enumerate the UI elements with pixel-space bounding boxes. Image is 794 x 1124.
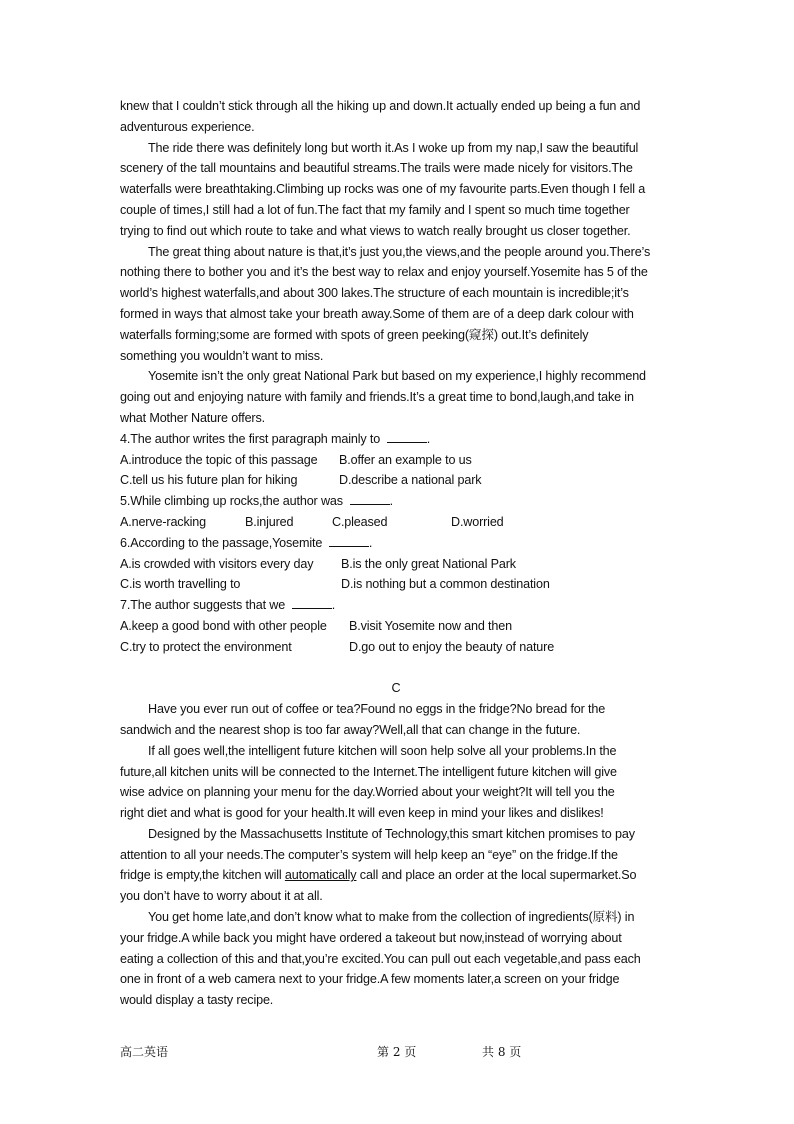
question-stem-text: 4.The author writes the first paragraph mainly to [120,431,381,446]
passage-line: you don’t have to worry about it at all. [120,889,323,904]
question-stem: 7.The author suggests that we . [120,598,336,613]
option-row [120,470,672,491]
answer-blank [350,493,390,505]
passage-c-text [120,699,672,1011]
passage-line: going out and enjoying nature with family and friends.It’s a great time to bond,laugh,and take in [120,390,634,405]
answer-option[interactable]: C.try to protect the environment [120,639,292,654]
answer-option[interactable]: A.keep a good bond with other people [120,618,327,633]
passage-line: attention to all your needs.The computer’s system will help keep an “eye” on the fridge.If the [120,847,618,862]
question-stem-text: 7.The author suggests that we [120,598,286,613]
answer-blank [329,535,369,547]
footer-page-number: 第 2 页 [377,1045,417,1059]
answer-option[interactable]: B.injured [245,514,294,529]
option-row [120,450,672,471]
option-row [120,512,672,533]
passage-line: nothing there to bother you and it’s the best way to relax and enjoy yourself.Yosemite has 5 of the [120,265,648,280]
passage-line: sandwich and the nearest shop is too far away?Well,all that can change in the future. [120,722,581,737]
section-c-heading: C [391,681,401,696]
passage-line: waterfalls were breathtaking.Climbing up rocks was one of my favourite parts.Even though I fell a [120,182,646,197]
passage-line: The ride there was definitely long but worth it.As I woke up from my nap,I saw the beautiful [148,140,639,155]
question-stem-text: 6.According to the passage,Yosemite [120,535,323,550]
passage-line: couple of times,I still had a lot of fun.The fact that my family and I spent so much time together [120,202,630,217]
passage-line: future,all kitchen units will be connected to the Internet.The intelligent future kitchen will give [120,764,617,779]
answer-option[interactable]: A.is crowded with visitors every day [120,556,314,571]
passage-line: world’s highest waterfalls,and about 300 lakes.The structure of each mountain is incredible;it’s [120,286,629,301]
passage-line: what Mother Nature offers. [120,410,265,425]
passage-line: formed in ways that almost take your breath away.Some of them are of a deep dark colour with [120,306,634,321]
footer-subject: 高二英语 [120,1045,169,1059]
passage-line: You get home late,and don’t know what to make from the collection of ingredients(原料) in [148,910,635,925]
exam-page [120,96,672,1011]
answer-blank [387,431,427,443]
passage-line: knew that I couldn’t stick through all the hiking up and down.It actually ended up being a fun and [120,99,641,113]
answer-option[interactable]: B.offer an example to us [339,452,472,467]
question-list [120,429,672,658]
answer-option[interactable]: A.introduce the topic of this passage [120,452,318,467]
answer-option[interactable]: D.describe a national park [339,473,482,488]
option-row [120,574,672,595]
passage-line: Yosemite isn’t the only great National Park but based on my experience,I highly recommend [148,369,646,384]
question-stem-text: 5.While climbing up rocks,the author was [120,494,343,509]
answer-option[interactable]: B.visit Yosemite now and then [349,618,512,633]
underlined-word: automatically [284,868,357,883]
answer-option[interactable]: B.is the only great National Park [341,556,516,571]
passage-line: eating a collection of this and that,you’re excited.You can pull out each vegetable,and pass each [120,951,641,966]
question-stem: 4.The author writes the first paragraph mainly to . [120,431,431,446]
option-row [120,637,672,658]
passage-line: If all goes well,the intelligent future kitchen will soon help solve all your problems.In the [148,743,617,758]
answer-blank [292,597,332,609]
passage-line: Designed by the Massachusetts Institute of Technology,this smart kitchen promises to pay [148,826,635,841]
passage-line: something you wouldn’t want to miss. [120,348,324,363]
passage-b-text [120,96,672,429]
answer-option[interactable]: A.nerve-racking [120,514,206,529]
answer-option[interactable]: C.pleased [332,514,388,529]
passage-line: Have you ever run out of coffee or tea?Found no eggs in the fridge?No bread for the [148,702,606,717]
passage-line: scenery of the tall mountains and beautiful streams.The trails were made nicely for visitors.The [120,161,633,176]
answer-option[interactable]: C.tell us his future plan for hiking [120,473,298,488]
question-stem: 6.According to the passage,Yosemite . [120,535,373,550]
passage-line: one in front of a web camera next to your fridge.A few moments later,a screen on your fridge [120,972,620,987]
passage-line: trying to find out which route to take and what views to watch really brought us closer together. [120,223,631,238]
answer-option[interactable]: C.is worth travelling to [120,577,241,592]
passage-line: would display a tasty recipe. [120,993,274,1008]
answer-option[interactable]: D.go out to enjoy the beauty of nature [349,639,555,654]
passage-line: wise advice on planning your menu for the day.Worried about your weight?It will tell you the [120,785,615,800]
answer-option[interactable]: D.worried [451,514,504,529]
question-stem: 5.While climbing up rocks,the author was . [120,494,393,509]
passage-line: your fridge.A while back you might have ordered a takeout but now,instead of worrying about [120,930,622,945]
option-row [120,616,672,637]
passage-line: fridge is empty,the kitchen will automatically call and place an order at the local supermarket.So [120,868,637,883]
passage-line: right diet and what is good for your health.It will even keep in mind your likes and dislikes! [120,806,604,821]
option-row [120,554,672,575]
footer-total-pages: 共 8 页 [482,1045,522,1059]
passage-line: The great thing about nature is that,it’s just you,the views,and the people around you.There’s [148,244,651,259]
passage-line: waterfalls forming;some are formed with spots of green peeking(窥探) out.It’s definitely [120,327,589,342]
answer-option[interactable]: D.is nothing but a common destination [341,577,550,592]
passage-line: adventurous experience. [120,119,255,134]
